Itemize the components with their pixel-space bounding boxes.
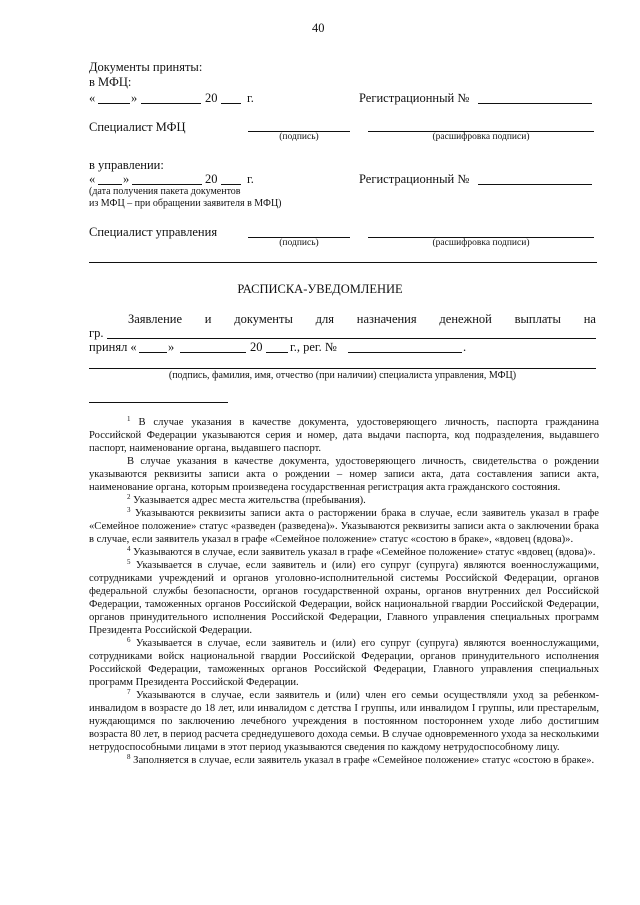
footnote-rule [89, 402, 228, 403]
accepted-period: . [463, 340, 467, 354]
page-number: 40 [312, 21, 325, 35]
statement-word: для [315, 312, 334, 326]
footnote-text: Указывается адрес места жительства (пребывания). [133, 495, 366, 506]
mfc-day-field[interactable] [98, 103, 130, 104]
footnote-item [89, 546, 599, 559]
dept-decoding-caption: (расшифровка подписи) [432, 238, 530, 248]
mfc-month-field[interactable] [141, 103, 201, 104]
date-close-quote: » [131, 91, 138, 105]
date-note-line-2: из МФЦ – при обращении заявителя в МФЦ) [89, 198, 282, 209]
specialist-mfc-label: Специалист МФЦ [89, 120, 186, 134]
dept-reg-number-field[interactable] [478, 184, 592, 185]
footnote-mark: 4 [127, 545, 131, 553]
footnotes [89, 416, 599, 767]
date-note-line-1: (дата получения пакета документов [89, 186, 241, 197]
receipt-title: РАСПИСКА-УВЕДОМЛЕНИЕ [237, 282, 403, 296]
statement-word: Заявление [128, 312, 183, 326]
footnote-mark: 7 [127, 688, 131, 696]
year-prefix: 20 [205, 172, 218, 186]
specialist-department-label: Специалист управления [89, 225, 218, 239]
year-prefix: 20 [205, 91, 218, 105]
footnote-text: В случае указания в качестве документа, удостоверяющего личность, свидетельства о рождении указываются реквизиты записи акта о рождении – номер записи акта, дата составления записи акта, наименование органа, которым произведена государственная регистрация акта гражданского состояния. [89, 456, 599, 493]
footnote-item [89, 416, 599, 455]
footnote-text: Заполняется в случае, если заявитель указал в графе «Семейное положение» статус «состою в браке». [133, 755, 595, 766]
mfc-reg-number-label: Регистрационный № [359, 91, 470, 105]
footnote-text: Указываются в случае, если заявитель и (или) член его семьи осуществляли уход за ребенком-инвалидом в возрасте до 18 лет, или инвалидом с детства I группы, или инвалидом I группы, или престарелым, нуждающимся по заключению лечебного учреждения в постоянном постороннем уходе либо достигшим возраста 80 лет, в период расчета среднедушевого дохода семьи. В случае одновременного ухода за несколькими нетрудоспособными лицами в этот период указываются сведения по каждому нетрудоспособному лицу. [89, 690, 599, 753]
accepted-day-field[interactable] [139, 352, 167, 353]
statement-word: документы [234, 312, 293, 326]
citizen-name-field[interactable] [107, 338, 596, 339]
receipt-signature-caption: (подпись, фамилия, имя, отчество (при наличии) специалиста управления, МФЦ) [168, 370, 517, 381]
in-department-label: в управлении: [89, 158, 164, 172]
footnote-text: Указывается в случае, если заявитель и (или) его супруг (супруга) являются военнослужащими, сотрудниками учреждений и органов уголовно-исполнительной системы Российской Федерации, органов федеральной службы безопасности, органов государственной охраны, органов внутренних дел Российской Федерации, таможенных органов Российской Федерации, войск национальной гвардии Российской Федерации, органов принудительного исполнения Российской Федерации, Главного управления специальных программ Президента Российской Федерации. [89, 560, 599, 636]
dept-reg-number-label: Регистрационный № [359, 172, 470, 186]
receipt-signature-field[interactable] [89, 368, 596, 369]
footnote-mark: 6 [127, 636, 131, 644]
statement-word: и [204, 312, 212, 326]
section-divider [89, 262, 597, 263]
accepted-year-field[interactable] [266, 352, 288, 353]
footnote-mark: 2 [127, 493, 131, 501]
footnote-item [89, 494, 599, 507]
docs-accepted-label: Документы приняты: [89, 60, 203, 74]
date-open-quote: « [89, 172, 96, 186]
accepted-month-field[interactable] [180, 352, 246, 353]
footnote-mark: 1 [127, 415, 131, 423]
statement-word: на [583, 312, 596, 326]
dept-year-field[interactable] [221, 184, 241, 185]
accepted-label: принял « [89, 340, 137, 354]
accepted-year-reg-label: г., рег. № [290, 340, 337, 354]
footnote-item [89, 689, 599, 754]
footnote-item [89, 754, 599, 767]
footnote-mark: 8 [127, 753, 131, 761]
dept-day-field[interactable] [98, 184, 122, 185]
footnote-item [89, 455, 599, 494]
footnote-text: Указываются в случае, если заявитель указал в графе «Семейное положение» статус «вдовец (вдова)». [133, 547, 596, 558]
footnote-mark: 5 [127, 558, 131, 566]
statement-word: денежной [439, 312, 492, 326]
mfc-decoding-caption: (расшифровка подписи) [432, 132, 530, 142]
statement-word: назначения [356, 312, 417, 326]
footnote-mark: 3 [127, 506, 131, 514]
accepted-reg-number-field[interactable] [348, 352, 462, 353]
year-suffix: г. [247, 91, 254, 105]
accepted-close-quote: » [168, 340, 175, 354]
dept-signature-caption: (подпись) [279, 238, 319, 248]
receipt-statement-line [128, 312, 596, 327]
citizen-label: гр. [89, 326, 104, 340]
mfc-signature-caption: (подпись) [279, 132, 319, 142]
footnote-item [89, 507, 599, 546]
statement-word: выплаты [514, 312, 561, 326]
footnote-text: Указывается в случае, если заявитель и (или) его супруг (супруга) являются военнослужащими, сотрудниками войск национальной гвардии Российской Федерации, органов принудительного исполнения Российской Федерации, таможенных органов Российской Федерации, Главного управления специальных программ Президента Российской Федерации. [89, 638, 599, 688]
footnote-item [89, 637, 599, 689]
footnote-text: В случае указания в качестве документа, удостоверяющего личность, паспорта гражданина Российской Федерации указываются серия и номер, дата выдачи паспорта, код подразделения, выдавшего паспорт, наименование органа, выдавшего паспорт. [89, 417, 599, 454]
mfc-year-field[interactable] [221, 103, 241, 104]
accepted-year-prefix: 20 [250, 340, 263, 354]
footnote-text: Указываются реквизиты записи акта о расторжении брака в случае, если заявитель указал в графе «Семейное положение» статус «разведен (разведена)». Указываются реквизиты записи акта о заключении брака в случае, если заявитель указал в графе «Семейное положение» статус «состою в браке», «вдовец (вдова)». [89, 508, 600, 545]
dept-month-field[interactable] [132, 184, 202, 185]
footnote-item [89, 559, 599, 637]
in-mfc-label: в МФЦ: [89, 75, 132, 89]
date-close-quote: » [123, 172, 130, 186]
mfc-reg-number-field[interactable] [478, 103, 592, 104]
year-suffix: г. [247, 172, 254, 186]
date-open-quote: « [89, 91, 96, 105]
